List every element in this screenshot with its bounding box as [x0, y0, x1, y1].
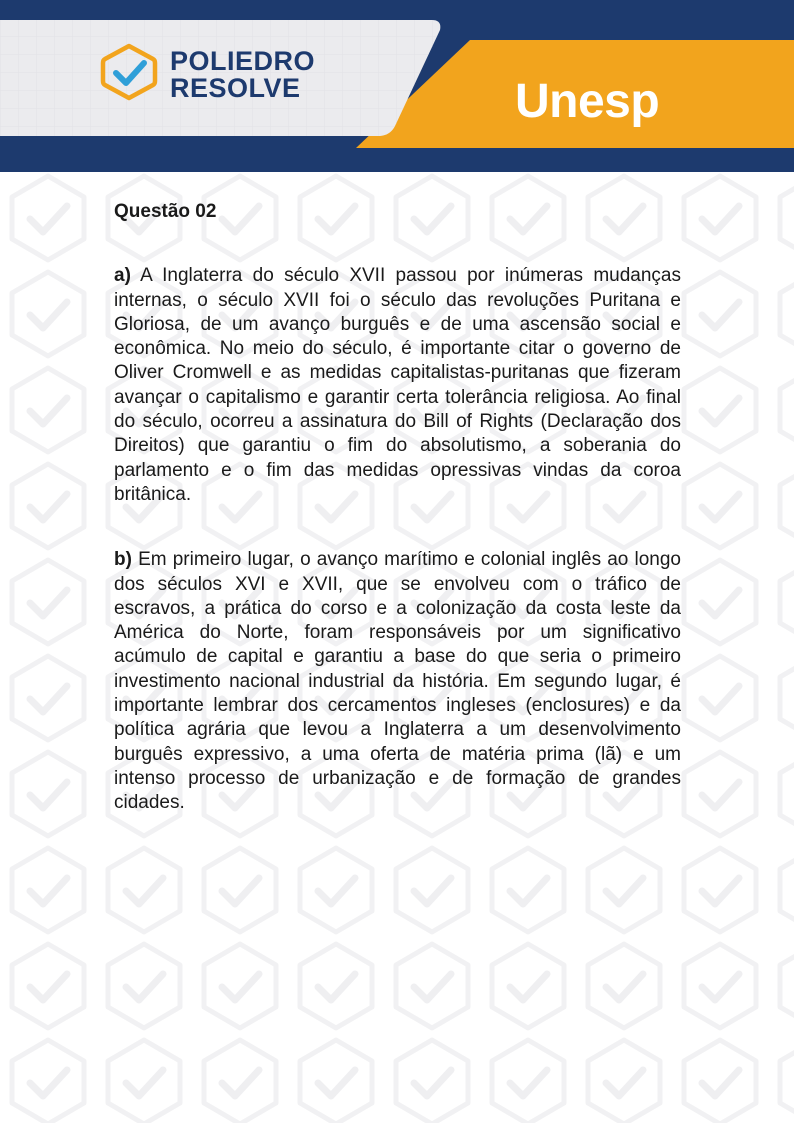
part-b-label: b) — [114, 549, 132, 571]
part-a-label: a) — [114, 265, 131, 287]
brand-line1: POLIEDRO — [170, 46, 316, 76]
brand-line2: RESOLVE — [170, 73, 301, 103]
brand-logo — [170, 48, 315, 102]
answer-part-b — [114, 548, 681, 815]
part-a-text: A Inglaterra do século XVII passou por inúmeras mudanças internas, o século XVII foi o século das revoluções Puritana e Gloriosa, de um avanço burguês e de uma ascensão social e econômica. No meio do século, é importante citar o governo de Oliver Cromwell e as medidas capitalistas-puritanas que fizeram avançar o capitalismo e garantir certa tolerância religiosa. Ao final do século, ocorreu a assinatura do Bill of Rights (Declaração dos Direitos) que garantiu o fim do absolutismo, a soberania do parlamento e o fim das medidas opressivas vindas da coroa britânica. — [114, 265, 681, 505]
question-content — [114, 200, 681, 857]
answer-part-a — [114, 264, 681, 507]
check-hexagon-icon — [100, 42, 158, 102]
part-b-text: Em primeiro lugar, o avanço marítimo e colonial inglês ao longo dos séculos XVI e XVII, que se envolveu com o tráfico de escravos, a prática do corso e a colonização da costa leste da América do Norte, foram responsáveis por um significativo acúmulo de capital e garantiu a base do que seria o primeiro investimento nacional industrial da história. Em segundo lugar, é importante lembrar dos cercamentos ingleses (enclosures) e da política agrária que levou a Inglaterra a um desenvolvimento burguês expressivo, a uma oferta de matéria prima (lã) e um intenso processo de urbanização e de formação de grandes cidades. — [114, 549, 681, 814]
question-title: Questão 02 — [114, 201, 217, 222]
exam-name: Unesp — [515, 75, 660, 128]
